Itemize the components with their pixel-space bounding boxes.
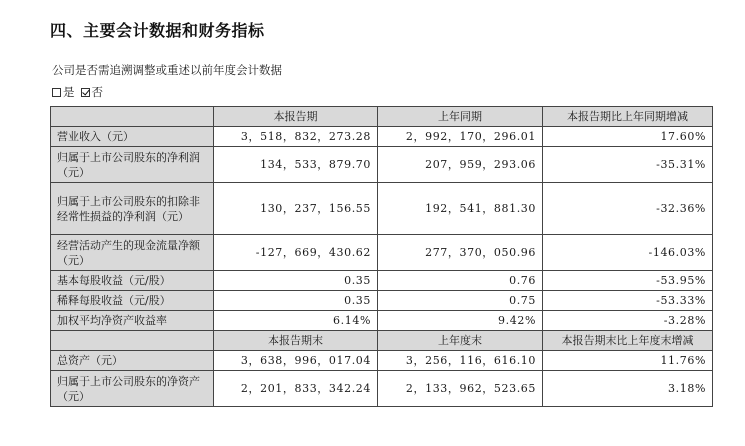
row-label: 经营活动产生的现金流量净额（元） [51,235,214,271]
row-label: 归属于上市公司股东的净资产（元） [51,371,214,407]
cell-change: -53.95% [543,271,713,291]
table-row [51,371,713,407]
row-label: 基本每股收益（元/股） [51,271,214,291]
header-current-period: 本报告期 [214,107,378,127]
cell-change: 17.60% [543,127,713,147]
cell-prior: 207，959，293.06 [378,147,543,183]
cell-change: -146.03% [543,235,713,271]
cell-prior: 9.42% [378,311,543,331]
header-period-end: 本报告期末 [214,331,378,351]
row-label: 稀释每股收益（元/股） [51,291,214,311]
row-label: 归属于上市公司股东的扣除非经常性损益的净利润（元） [51,183,214,235]
option-yes-label: 是 [63,85,75,99]
row-label: 营业收入（元） [51,127,214,147]
table2-header-row [51,331,713,351]
cell-prior: 3，256，116，616.10 [378,351,543,371]
header-corner-cell [51,107,214,127]
cell-current: 3，638，996，017.04 [214,351,378,371]
cell-prior: 2，133，962，523.65 [378,371,543,407]
cell-current: -127，669，430.62 [214,235,378,271]
checkbox-unchecked-icon[interactable] [52,88,61,97]
table-row [51,291,713,311]
header-period-end-change: 本报告期末比上年度末增减 [543,331,713,351]
restate-options [52,84,109,100]
cell-change: 11.76% [543,351,713,371]
cell-change: 3.18% [543,371,713,407]
cell-current: 0.35 [214,291,378,311]
table-row [51,271,713,291]
header-period-change: 本报告期比上年同期增减 [543,107,713,127]
cell-prior: 2，992，170，296.01 [378,127,543,147]
cell-current: 2，201，833，342.24 [214,371,378,407]
table-row [51,311,713,331]
table-row [51,351,713,371]
cell-current: 6.14% [214,311,378,331]
cell-prior: 192，541，881.30 [378,183,543,235]
cell-prior: 0.76 [378,271,543,291]
table1-header-row [51,107,713,127]
row-label: 归属于上市公司股东的净利润（元） [51,147,214,183]
option-no[interactable] [81,84,104,100]
header-prior-period: 上年同期 [378,107,543,127]
cell-current: 134，533，879.70 [214,147,378,183]
table-row [51,235,713,271]
table-row [51,147,713,183]
cell-change: -53.33% [543,291,713,311]
financial-indicators-table [50,106,713,407]
section-title: 四、主要会计数据和财务指标 [50,21,265,40]
row-label: 加权平均净资产收益率 [51,311,214,331]
option-no-label: 否 [91,85,103,99]
cell-current: 130，237，156.55 [214,183,378,235]
table-row [51,127,713,147]
header-prior-year-end: 上年度末 [378,331,543,351]
cell-prior: 0.75 [378,291,543,311]
restate-question: 公司是否需追溯调整或重述以前年度会计数据 [52,63,282,77]
checkbox-checked-icon[interactable] [81,88,90,97]
cell-current: 3，518，832，273.28 [214,127,378,147]
table-row [51,183,713,235]
cell-change: -32.36% [543,183,713,235]
row-label: 总资产（元） [51,351,214,371]
cell-change: -3.28% [543,311,713,331]
cell-current: 0.35 [214,271,378,291]
option-yes[interactable] [52,84,75,100]
cell-prior: 277，370，050.96 [378,235,543,271]
cell-change: -35.31% [543,147,713,183]
header-corner-cell [51,331,214,351]
